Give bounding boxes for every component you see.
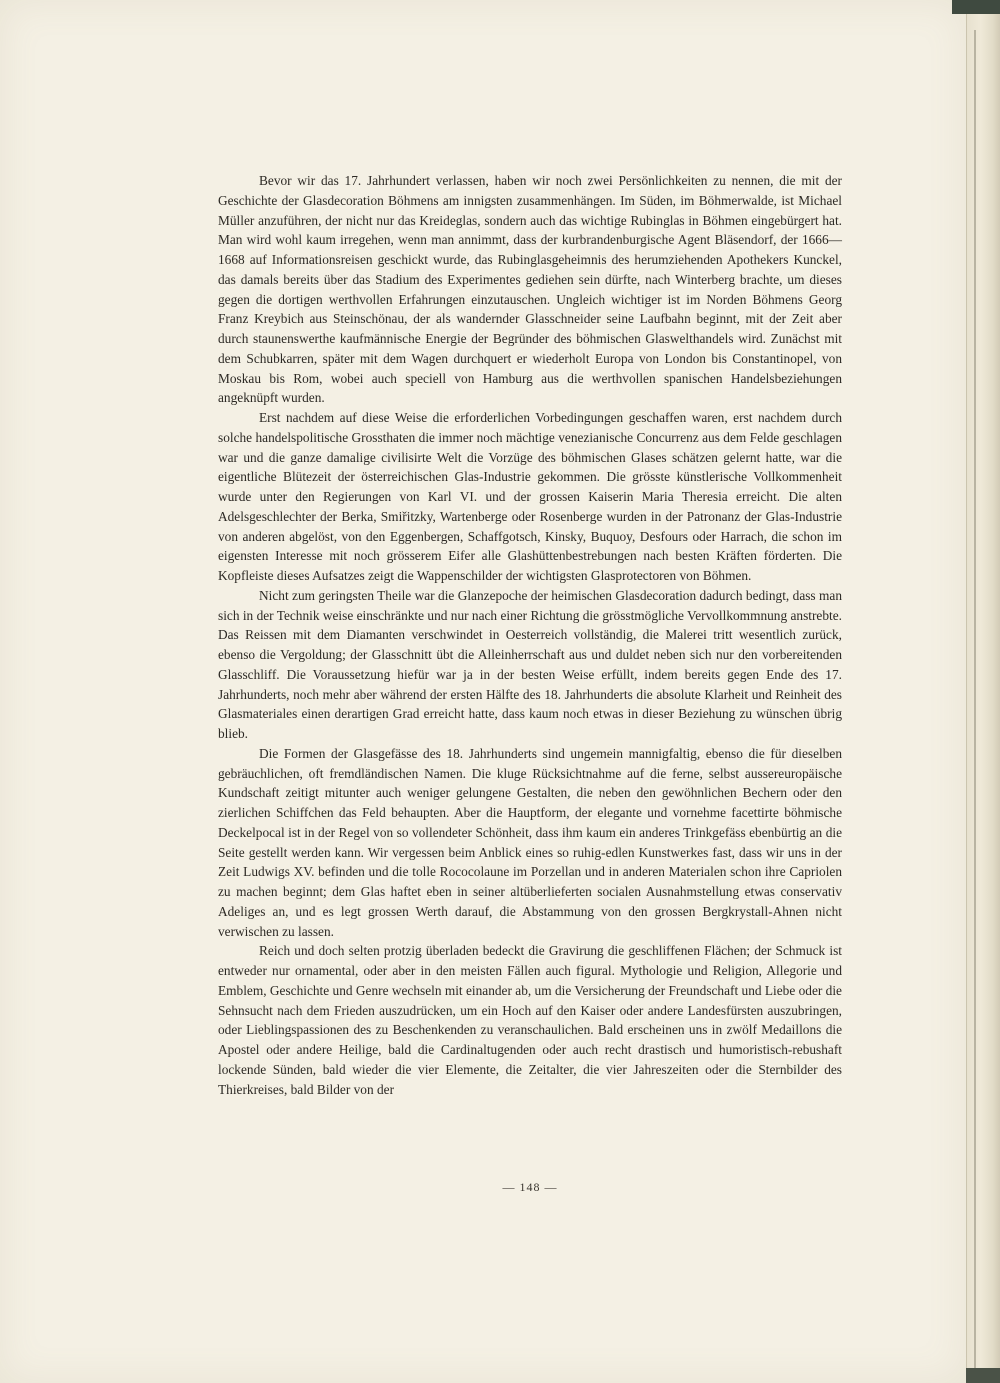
- binding-line: [974, 30, 976, 1370]
- cover-corner-top: [952, 0, 1000, 14]
- body-text: [218, 171, 842, 1099]
- page-edge-strip: [966, 0, 1000, 1383]
- cover-corner-bottom: [966, 1368, 1000, 1383]
- paragraph-1: Bevor wir das 17. Jahrhundert verlassen, haben wir noch zwei Persönlichkeiten zu nennen, die mit der Geschichte der Glasdecoration Böhmens am innigsten zusammenhängen. Im Süden, im Böhmerwalde, ist Michael Müller anzuführen, der nicht nur das Kreideglas, sondern auch das wichtige Rubinglas in Böhmen eingebürgert hat. Man wird wohl kaum irregehen, wenn man annimmt, dass der kurbrandenburgische Agent Bläsendorf, der 1666—1668 auf Informationsreisen geschickt wurde, das Rubinglasgeheimnis des herumziehenden Apothekers Kunckel, das damals bereits über das Stadium des Experimentes gediehen sein dürfte, nach Winterberg brachte, um dieses gegen die dortigen werthvollen Erfahrungen einzutauschen. Ungleich wichtiger ist im Norden Böhmens Georg Franz Kreybich aus Steinschönau, der als wandernder Glasschneider seine Laufbahn beginnt, mit der Zeit aber durch staunenswerthe kaufmännische Energie der Begründer des böhmischen Glaswelthandels wird. Zunächst mit dem Schubkarren, später mit dem Wagen durchquert er wiederholt Europa von London bis Constantinopel, von Moskau bis Rom, wobei auch speciell von Hamburg aus die werthvollen spanischen Handelsbeziehungen angeknüpft wurden.: [218, 173, 842, 406]
- page-number: — 148 —: [502, 1180, 558, 1194]
- paragraph-5: Reich und doch selten protzig überladen bedeckt die Gravirung die geschliffenen Flächen; der Schmuck ist entweder nur ornamental, oder aber in den meisten Fällen auch figural. Mythologie und Religion, Allegorie und Emblem, Geschichte und Genre wechseln mit einander ab, um die Versicherung der Freundschaft und Liebe oder die Sehnsucht nach dem Frieden auszudrücken, um ein Hoch auf den Kaiser oder andere Landesfürsten auszubringen, oder Lieblingspassionen des zu Beschenkenden zu veranschaulichen. Bald erscheinen uns in zwölf Medaillons die Apostel oder andere Heilige, bald die Cardinaltugenden oder auch recht drastisch und humoristisch-rebushaft lockende Sünden, bald wieder die vier Elemente, die Zeitalter, die vier Jahreszeiten oder die Sternbilder des Thierkreises, bald Bilder von der: [218, 943, 842, 1097]
- paragraph-4: Die Formen der Glasgefässe des 18. Jahrhunderts sind ungemein mannigfaltig, ebenso die für dieselben gebräuchlichen, oft fremdländischen Namen. Die kluge Rücksichtnahme auf die ferne, selbst aussereuropäische Kundschaft zeitigt mitunter auch weniger gelungene Gestalten, die neben den gewöhnlichen Bechern oder den zierlichen Schiffchen das Feld behaupten. Aber die Hauptform, der elegante und vornehme facettirte böhmische Deckelpocal ist in der Regel von so vollendeter Schönheit, dass ihm kaum ein anderes Trinkgefäss ebenbürtig an die Seite gestellt werden kann. Wir vergessen beim Anblick eines so ruhig-edlen Kunstwerkes fast, dass wir uns in der Zeit Ludwigs XV. befinden und die tolle Rococolaune im Porzellan und in anderen Materialen schon ihre Capriolen zu machen beginnt; dem Glas haftet eben in seiner altüberlieferten socialen Ausnahmstellung etwas conservativ Adeliges an, und es legt grossen Werth darauf, die Abstammung von den grossen Bergkrystall-Ahnen nicht verwischen zu lassen.: [218, 745, 842, 939]
- paragraph-2: Erst nachdem auf diese Weise die erforderlichen Vorbedingungen geschaffen waren, erst nachdem durch solche handelspolitische Grossthaten die immer noch mächtige venezianische Concurrenz aus dem Felde geschlagen war und die ganze damalige civilisirte Welt die Vorzüge des böhmischen Glases schätzen gelernt hatte, war die eigentliche Blütezeit der österreichischen Glas-Industrie gekommen. Die grösste künstlerische Vollkommenheit wurde unter den Regierungen von Karl VI. und der grossen Kaiserin Maria Theresia erreicht. Die alten Adelsgeschlechter der Berka, Smiřitzky, Wartenberge oder Rosenberge wurden in der Patronanz der Glas-Industrie von anderen abgelöst, von den Eggenbergen, Schaffgotsch, Kinsky, Buquoy, Desfours oder Harrach, die schon im eigensten Interesse mit noch grösserem Eifer alle Glashüttenbestrebungen nach besten Kräften förderten. Die Kopfleiste dieses Aufsatzes zeigt die Wappenschilder der wichtigsten Glasprotectoren von Böhmen.: [218, 410, 842, 583]
- paragraph-3: Nicht zum geringsten Theile war die Glanzepoche der heimischen Glasdecoration dadurch bedingt, dass man sich in der Technik weise einschränkte und nur nach einer Richtung die grösstmögliche Vervollkommnung anstrebte. Das Reissen mit dem Diamanten verschwindet in Oesterreich vollständig, die Malerei tritt wesentlich zurück, ebenso die Vergoldung; der Glasschnitt übt die Alleinherrschaft aus und duldet neben sich nur den vorbereitenden Glasschliff. Die Voraussetzung hiefür war ja in der besten Weise erfüllt, indem bereits gegen Ende des 17. Jahrhunderts, noch mehr aber während der ersten Hälfte des 18. Jahrhunderts die absolute Klarheit und Reinheit des Glasmateriales einen derartigen Grad erreicht hatte, dass kaum noch etwas in dieser Beziehung zu wünschen übrig blieb.: [218, 587, 842, 741]
